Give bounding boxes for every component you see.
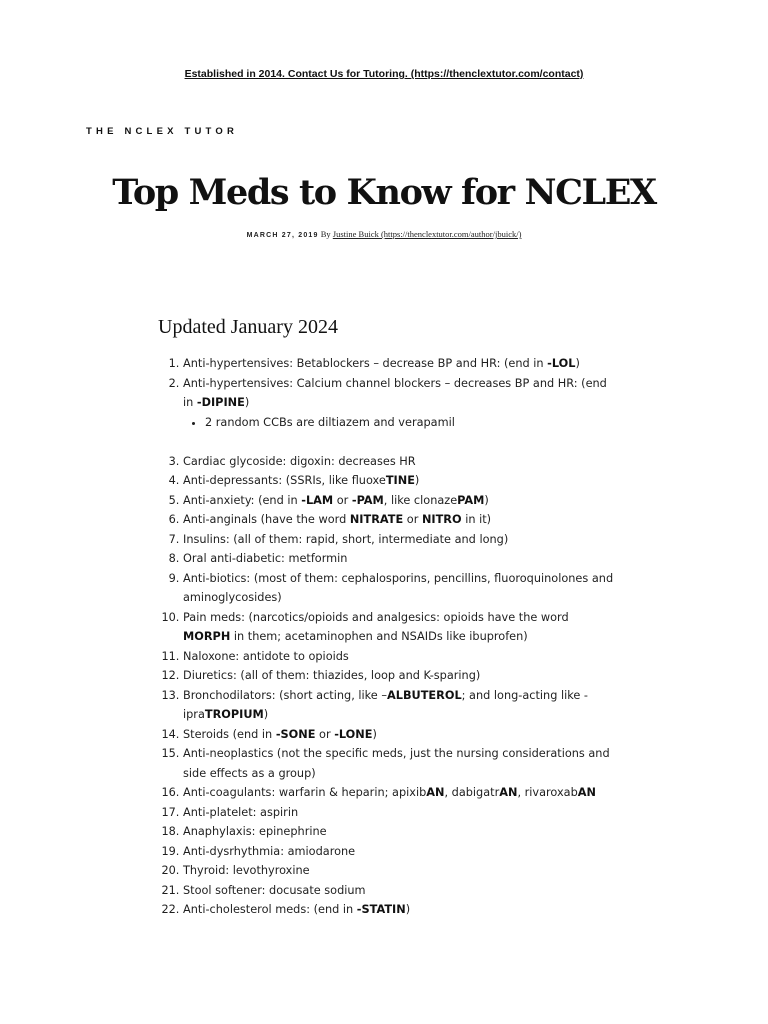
list-item: 18. Anaphylaxis: epinephrine [183,822,618,842]
list-item: 13. Bronchodilators: (short acting, like –ALBUTEROL; and long-acting like -ipraTROPIUM) [183,686,618,725]
post-meta [0,229,768,239]
contact-banner [0,68,768,80]
list-item: 16. Anti-coagulants: warfarin & heparin; apixibAN, dabigatrAN, rivaroxabAN [183,783,618,803]
list-item: 11. Naloxone: antidote to opioids [183,647,618,667]
list-item: 7. Insulins: (all of them: rapid, short, intermediate and long) [183,530,618,550]
sub-list-item: • 2 random CCBs are diltiazem and verapamil [205,413,618,433]
list-item: 22. Anti-cholesterol meds: (end in -STATIN) [183,900,618,920]
byline-prefix: By [320,229,331,239]
list-item: 6. Anti-anginals (have the word NITRATE or NITRO in it) [183,510,618,530]
list-item: 8. Oral anti-diabetic: metformin [183,549,618,569]
list-item: 9. Anti-biotics: (most of them: cephalosporins, pencillins, fluoroquinolones and aminoglycosides) [183,569,618,608]
article-content [158,354,618,920]
list-item: 12. Diuretics: (all of them: thiazides, loop and K-sparing) [183,666,618,686]
list-item: 14. Steroids (end in -SONE or -LONE) [183,725,618,745]
meds-list-continued [158,452,618,920]
list-item: 1. Anti-hypertensives: Betablockers – decrease BP and HR: (end in -LOL) [183,354,618,374]
post-date: MARCH 27, 2019 [246,232,319,239]
author-link[interactable]: Justine Buick (https://thenclextutor.com/author/jbuick/) [332,229,522,239]
sub-list [183,413,618,433]
list-item: 5. Anti-anxiety: (end in -LAM or -PAM, like clonazePAM) [183,491,618,511]
list-item: 17. Anti-platelet: aspirin [183,803,618,823]
site-name[interactable]: THE NCLEX TUTOR [86,126,239,137]
updated-heading: Updated January 2024 [158,316,338,338]
list-item: 4. Anti-depressants: (SSRIs, like fluoxeTINE) [183,471,618,491]
list-item: 15. Anti-neoplastics (not the specific meds, just the nursing considerations and side effects as a group) [183,744,618,783]
list-item: 19. Anti-dysrhythmia: amiodarone [183,842,618,862]
contact-link[interactable]: Established in 2014. Contact Us for Tutoring. (https://thenclextutor.com/contact) [184,68,584,80]
meds-list [158,354,618,432]
list-item: 21. Stool softener: docusate sodium [183,881,618,901]
list-item: 3. Cardiac glycoside: digoxin: decreases HR [183,452,618,472]
list-item: 20. Thyroid: levothyroxine [183,861,618,881]
list-item: 2. Anti-hypertensives: Calcium channel blockers – decreases BP and HR: (end in -DIPINE) • 2 random CCBs are diltiazem and verapamil [183,374,618,433]
page-title: Top Meds to Know for NCLEX [112,172,656,213]
list-item: 10. Pain meds: (narcotics/opioids and analgesics: opioids have the word MORPH in them; acetaminophen and NSAIDs like ibuprofen) [183,608,618,647]
